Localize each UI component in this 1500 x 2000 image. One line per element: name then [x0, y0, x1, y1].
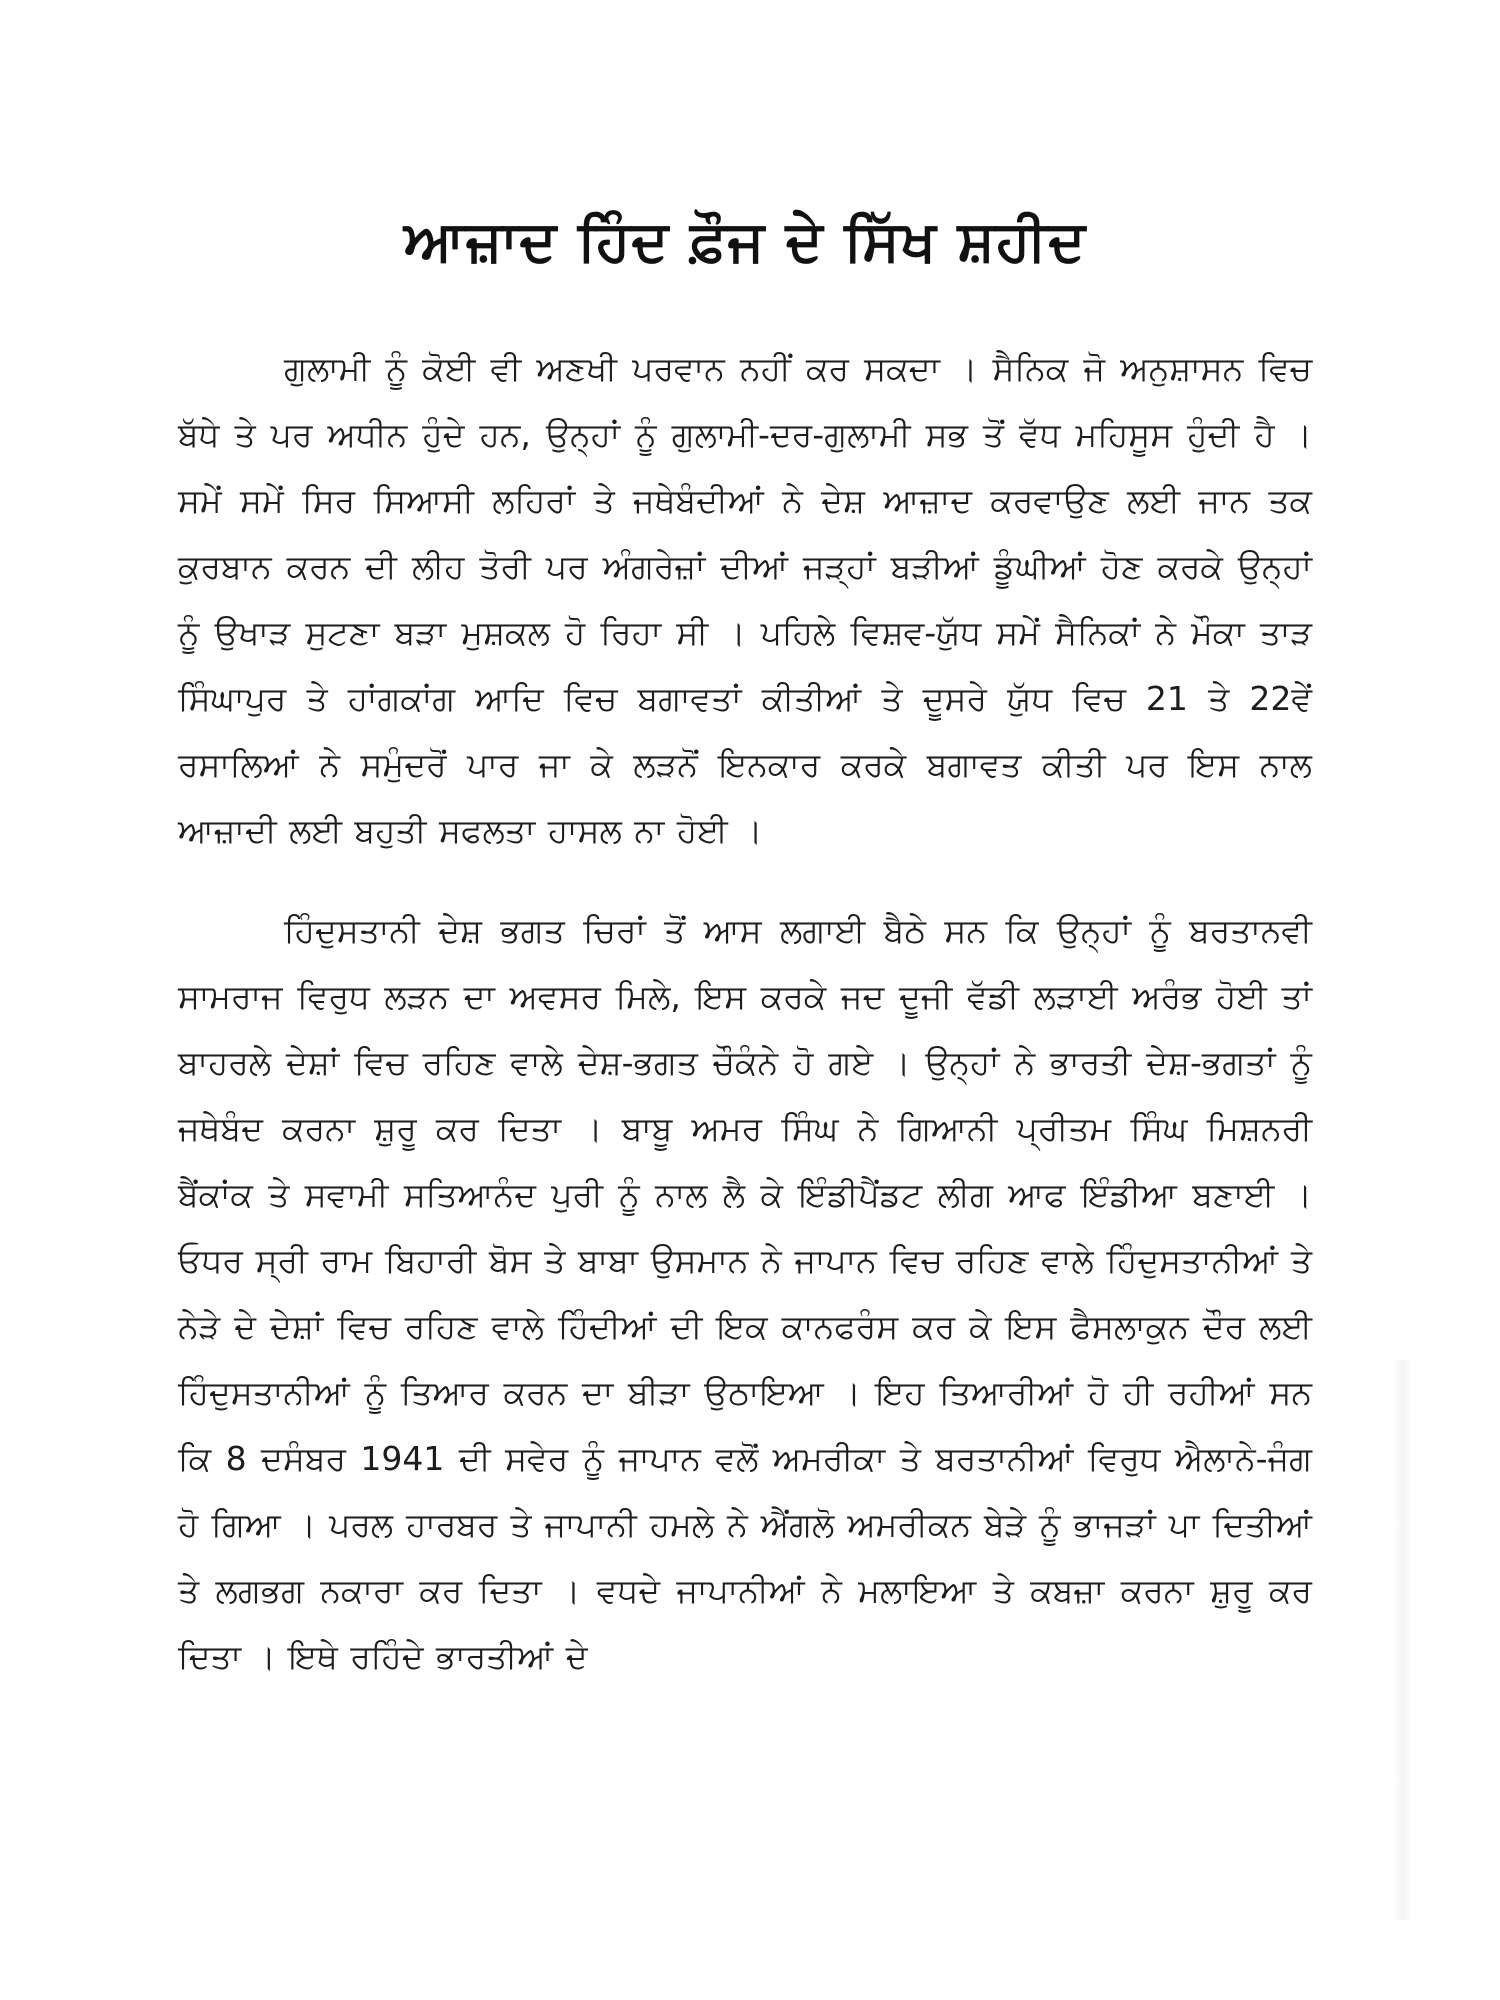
page-edge-shadow	[1394, 1360, 1412, 1920]
paragraph-1: ਗੁਲਾਮੀ ਨੂੰ ਕੋਈ ਵੀ ਅਣਖੀ ਪਰਵਾਨ ਨਹੀਂ ਕਰ ਸਕਦਾ । ਸੈਨਿਕ ਜੋ ਅਨੁਸ਼ਾਸਨ ਵਿਚ ਬੱਧੇ ਤੇ ਪਰ ਅਧੀਨ ਹੁੰਦੇ ਹਨ, ਉਨ੍ਹਾਂ ਨੂੰ ਗੁਲਾਮੀ-ਦਰ-ਗੁਲਾਮੀ ਸਭ ਤੋਂ ਵੱਧ ਮਹਿਸੂਸ ਹੁੰਦੀ ਹੈ । ਸਮੇਂ ਸਮੇਂ ਸਿਰ ਸਿਆਸੀ ਲਹਿਰਾਂ ਤੇ ਜਥੇਬੰਦੀਆਂ ਨੇ ਦੇਸ਼ ਆਜ਼ਾਦ ਕਰਵਾਉਣ ਲਈ ਜਾਨ ਤਕ ਕੁਰਬਾਨ ਕਰਨ ਦੀ ਲੀਹ ਤੋਰੀ ਪਰ ਅੰਗਰੇਜ਼ਾਂ ਦੀਆਂ ਜੜ੍ਹਾਂ ਬੜੀਆਂ ਡੂੰਘੀਆਂ ਹੋਣ ਕਰਕੇ ਉਨ੍ਹਾਂ ਨੂੰ ਉਖਾੜ ਸੁਟਣਾ ਬੜਾ ਮੁਸ਼ਕਲ ਹੋ ਰਿਹਾ ਸੀ । ਪਹਿਲੇ ਵਿਸ਼ਵ-ਯੁੱਧ ਸਮੇਂ ਸੈਨਿਕਾਂ ਨੇ ਮੌਕਾ ਤਾੜ ਸਿੰਘਾਪੁਰ ਤੇ ਹਾਂਗਕਾਂਗ ਆਦਿ ਵਿਚ ਬਗਾਵਤਾਂ ਕੀਤੀਆਂ ਤੇ ਦੂਸਰੇ ਯੁੱਧ ਵਿਚ 21 ਤੇ 22ਵੇਂ ਰਸਾਲਿਆਂ ਨੇ ਸਮੁੰਦਰੋਂ ਪਾਰ ਜਾ ਕੇ ਲੜਨੋਂ ਇਨਕਾਰ ਕਰਕੇ ਬਗਾਵਤ ਕੀਤੀ ਪਰ ਇਸ ਨਾਲ ਆਜ਼ਾਦੀ ਲਈ ਬਹੁਤੀ ਸਫਲਤਾ ਹਾਸਲ ਨਾ ਹੋਈ ।	[178, 349, 1312, 851]
document-content	[178, 210, 1312, 1690]
document-title: ਆਜ਼ਾਦ ਹਿੰਦ ਫ਼ੌਜ ਦੇ ਸਿੱਖ ਸ਼ਹੀਦ	[403, 209, 1087, 274]
paragraph-2: ਹਿੰਦੁਸਤਾਨੀ ਦੇਸ਼ ਭਗਤ ਚਿਰਾਂ ਤੋਂ ਆਸ ਲਗਾਈ ਬੈਠੇ ਸਨ ਕਿ ਉਨ੍ਹਾਂ ਨੂੰ ਬਰਤਾਨਵੀ ਸਾਮਰਾਜ ਵਿਰੁਧ ਲੜਨ ਦਾ ਅਵਸਰ ਮਿਲੇ, ਇਸ ਕਰਕੇ ਜਦ ਦੂਜੀ ਵੱਡੀ ਲੜਾਈ ਅਰੰਭ ਹੋਈ ਤਾਂ ਬਾਹਰਲੇ ਦੇਸ਼ਾਂ ਵਿਚ ਰਹਿਣ ਵਾਲੇ ਦੇਸ਼-ਭਗਤ ਚੌਕੰਨੇ ਹੋ ਗਏ । ਉਨ੍ਹਾਂ ਨੇ ਭਾਰਤੀ ਦੇਸ਼-ਭਗਤਾਂ ਨੂੰ ਜਥੇਬੰਦ ਕਰਨਾ ਸ਼ੁਰੂ ਕਰ ਦਿਤਾ । ਬਾਬੂ ਅਮਰ ਸਿੰਘ ਨੇ ਗਿਆਨੀ ਪ੍ਰੀਤਮ ਸਿੰਘ ਮਿਸ਼ਨਰੀ ਬੈਂਕਾਂਕ ਤੇ ਸਵਾਮੀ ਸਤਿਆਨੰਦ ਪੁਰੀ ਨੂੰ ਨਾਲ ਲੈ ਕੇ ਇੰਡੀਪੈਂਡਟ ਲੀਗ ਆਫ ਇੰਡੀਆ ਬਣਾਈ । ਓਧਰ ਸ੍ਰੀ ਰਾਮ ਬਿਹਾਰੀ ਬੋਸ ਤੇ ਬਾਬਾ ਉਸਮਾਨ ਨੇ ਜਾਪਾਨ ਵਿਚ ਰਹਿਣ ਵਾਲੇ ਹਿੰਦੁਸਤਾਨੀਆਂ ਤੇ ਨੇੜੇ ਦੇ ਦੇਸ਼ਾਂ ਵਿਚ ਰਹਿਣ ਵਾਲੇ ਹਿੰਦੀਆਂ ਦੀ ਇਕ ਕਾਨਫਰੰਸ ਕਰ ਕੇ ਇਸ ਫੈਸਲਾਕੁਨ ਦੌਰ ਲਈ ਹਿੰਦੁਸਤਾਨੀਆਂ ਨੂੰ ਤਿਆਰ ਕਰਨ ਦਾ ਬੀੜਾ ਉਠਾਇਆ । ਇਹ ਤਿਆਰੀਆਂ ਹੋ ਹੀ ਰਹੀਆਂ ਸਨ ਕਿ 8 ਦਸੰਬਰ 1941 ਦੀ ਸਵੇਰ ਨੂੰ ਜਾਪਾਨ ਵਲੋਂ ਅਮਰੀਕਾ ਤੇ ਬਰਤਾਨੀਆਂ ਵਿਰੁਧ ਐਲਾਨੇ-ਜੰਗ ਹੋ ਗਿਆ । ਪਰਲ ਹਾਰਬਰ ਤੇ ਜਾਪਾਨੀ ਹਮਲੇ ਨੇ ਐਂਗਲੋ ਅਮਰੀਕਨ ਬੇੜੇ ਨੂੰ ਭਾਜੜਾਂ ਪਾ ਦਿਤੀਆਂ ਤੇ ਲਗਭਗ ਨਕਾਰਾ ਕਰ ਦਿਤਾ । ਵਧਦੇ ਜਾਪਾਨੀਆਂ ਨੇ ਮਲਾਇਆ ਤੇ ਕਬਜ਼ਾ ਕਰਨਾ ਸ਼ੁਰੂ ਕਰ ਦਿਤਾ । ਇਥੇ ਰਹਿੰਦੇ ਭਾਰਤੀਆਂ ਦੇ	[178, 911, 1312, 1677]
